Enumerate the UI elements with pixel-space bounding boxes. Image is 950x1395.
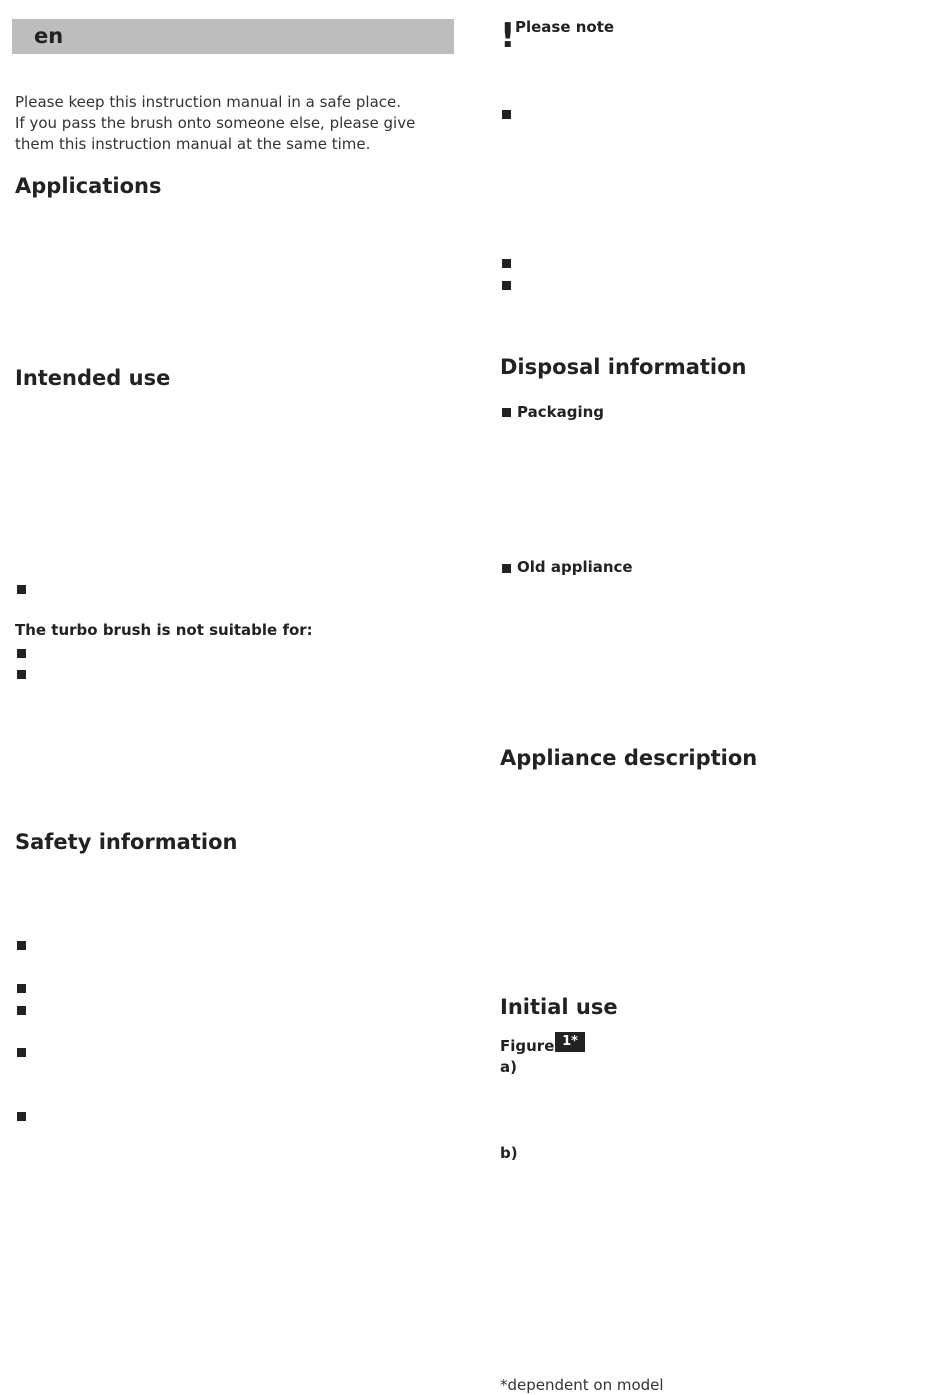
bullet-icon [17,670,26,679]
appliance-description-heading: Appliance description [500,746,758,770]
please-note-label: Please note [515,18,615,36]
packaging-label: Packaging [517,403,604,421]
bullet-icon [502,110,511,119]
disposal-information-heading: Disposal information [500,355,747,379]
bullet-icon [17,1112,26,1121]
bullet-icon [502,408,511,417]
step-b-label: b) [500,1144,518,1162]
step-a-label: a) [500,1058,517,1076]
model-footnote: *dependent on model [500,1376,664,1394]
intro-paragraph [15,92,455,155]
applications-heading: Applications [15,174,162,198]
language-header-bar [12,19,454,54]
bullet-icon [17,585,26,594]
bullet-icon [502,281,511,290]
initial-use-heading: Initial use [500,995,618,1019]
bullet-icon [502,564,511,573]
language-code: en [34,24,64,48]
bullet-icon [17,1006,26,1015]
figure-number-badge: 1* [555,1032,585,1052]
safety-information-heading: Safety information [15,830,238,854]
intended-use-heading: Intended use [15,366,171,390]
bullet-icon [17,1048,26,1057]
old-appliance-label: Old appliance [517,558,633,576]
intro-line: If you pass the brush onto someone else, please give [15,114,416,132]
warning-exclamation-icon: ! [500,16,516,56]
intro-line: Please keep this instruction manual in a safe place. [15,93,402,111]
bullet-icon [17,984,26,993]
intro-line: them this instruction manual at the same time. [15,135,371,153]
bullet-icon [17,941,26,950]
not-suitable-heading: The turbo brush is not suitable for: [15,621,313,639]
figure-label: Figure [500,1037,555,1055]
bullet-icon [17,649,26,658]
bullet-icon [502,259,511,268]
